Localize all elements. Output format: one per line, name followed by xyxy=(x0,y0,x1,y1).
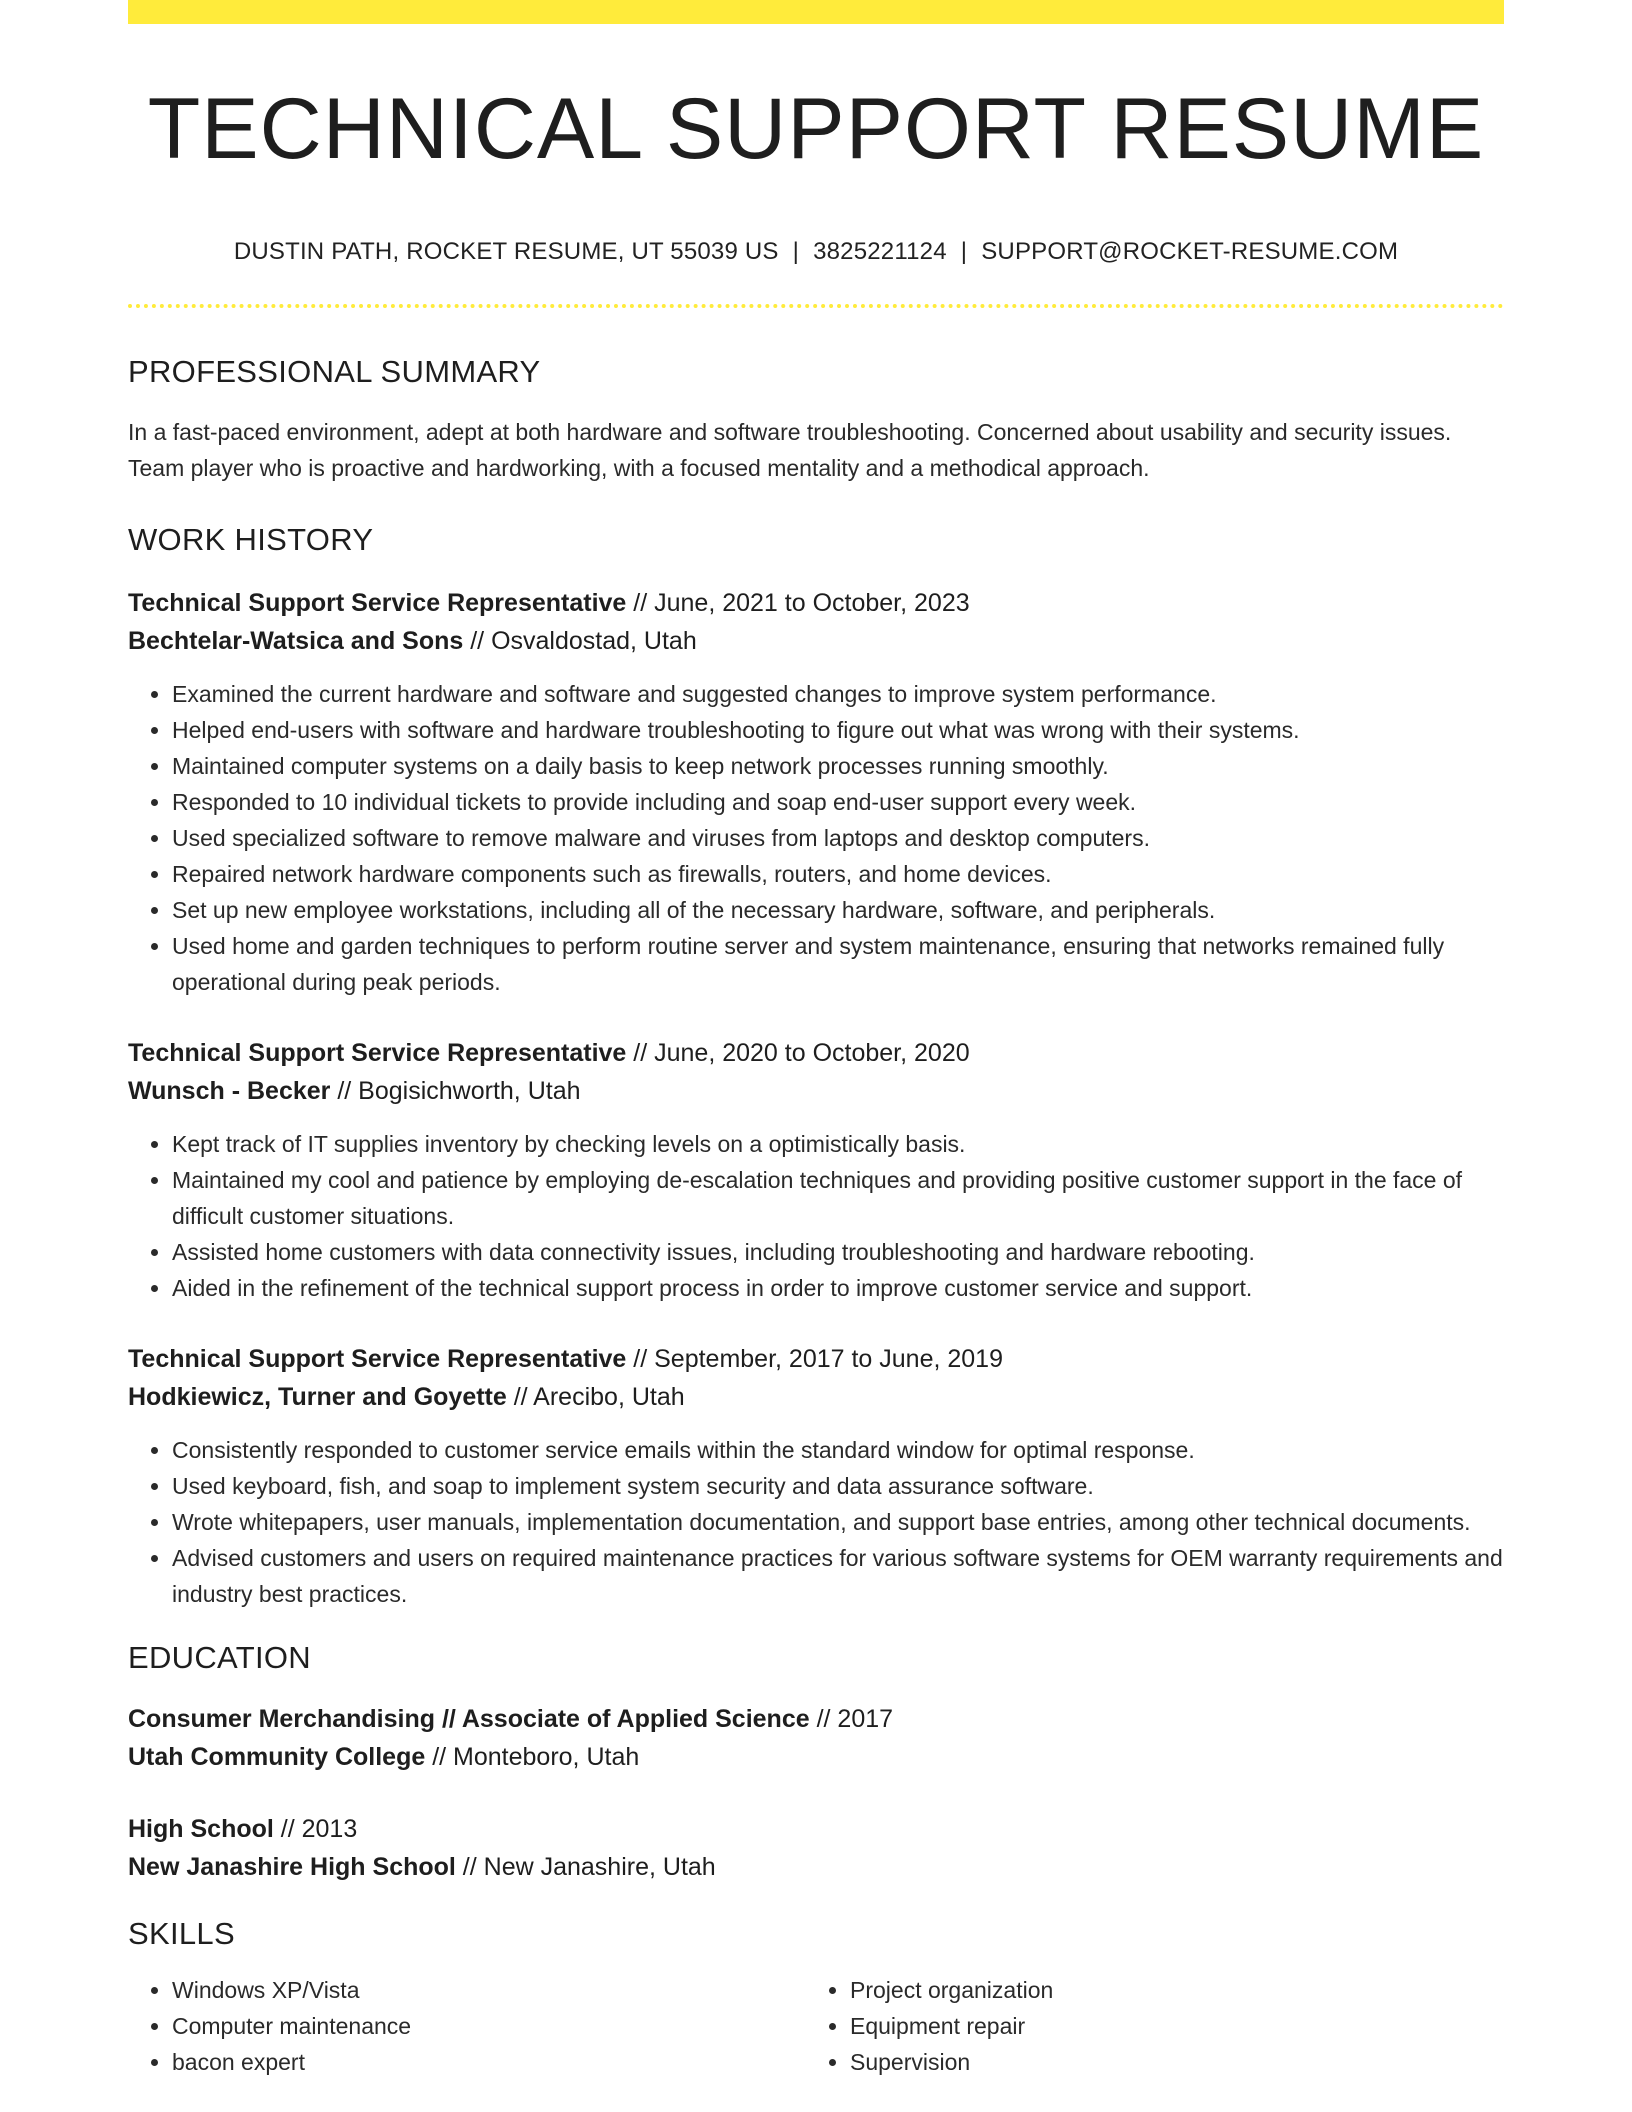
education-year: // 2017 xyxy=(809,1705,894,1733)
list-item: • Aided in the refinement of the technical support process in order to improve customer service and support. xyxy=(172,1270,1504,1306)
list-item: • Windows XP/Vista xyxy=(172,1972,806,2008)
job-title: Technical Support Service Representative xyxy=(128,1039,627,1067)
job-company: Wunsch - Becker xyxy=(128,1077,331,1105)
education-year: // 2013 xyxy=(273,1815,358,1843)
job-title-line xyxy=(128,1340,1504,1378)
job-company-line xyxy=(128,1072,1504,1110)
job-bullets xyxy=(128,676,1504,1000)
job-company: Hodkiewicz, Turner and Goyette xyxy=(128,1383,507,1411)
job-entry xyxy=(128,1034,1504,1306)
education-heading: EDUCATION xyxy=(128,1640,311,1675)
work-history-heading: WORK HISTORY xyxy=(128,522,374,557)
job-title: Technical Support Service Representative xyxy=(128,1345,627,1373)
job-title-line xyxy=(128,584,1504,622)
list-item: • Advised customers and users on required maintenance practices for various software systems for OEM warranty requirements and industry best practices. xyxy=(172,1540,1504,1612)
education-school-line xyxy=(128,1848,1504,1886)
resume-title: TECHNICAL SUPPORT RESUME xyxy=(147,81,1485,177)
list-item: • Used specialized software to remove malware and viruses from laptops and desktop computers. xyxy=(172,820,1504,856)
list-item: • Consistently responded to customer service emails within the standard window for optimal response. xyxy=(172,1432,1504,1468)
list-item: • Responded to 10 individual tickets to provide including and soap end-user support every week. xyxy=(172,784,1504,820)
job-dates: // June, 2021 to October, 2023 xyxy=(626,589,970,617)
job-location: // Arecibo, Utah xyxy=(506,1383,685,1411)
job-entry xyxy=(128,584,1504,1000)
job-dates: // September, 2017 to June, 2019 xyxy=(626,1345,1003,1373)
job-company-line xyxy=(128,1378,1504,1416)
skills-columns xyxy=(128,1972,1504,2080)
contact-line xyxy=(128,238,1504,266)
job-bullets xyxy=(128,1432,1504,1612)
education-degree-line xyxy=(128,1810,1504,1848)
list-item: • Set up new employee workstations, including all of the necessary hardware, software, and peripherals. xyxy=(172,892,1504,928)
job-title: Technical Support Service Representative xyxy=(128,589,627,617)
education-degree: High School xyxy=(128,1815,274,1843)
job-dates: // June, 2020 to October, 2020 xyxy=(626,1039,970,1067)
list-item: • Helped end-users with software and hardware troubleshooting to figure out what was wrong with their systems. xyxy=(172,712,1504,748)
list-item: • Maintained computer systems on a daily basis to keep network processes running smoothly. xyxy=(172,748,1504,784)
job-bullets xyxy=(128,1126,1504,1306)
list-item: • Supervision xyxy=(850,2044,1484,2080)
job-location: // Osvaldostad, Utah xyxy=(463,627,697,655)
dotted-divider xyxy=(128,304,1504,308)
list-item: • Maintained my cool and patience by employing de-escalation techniques and providing positive customer support in the face of difficult customer situations. xyxy=(172,1162,1504,1234)
education-school-line xyxy=(128,1738,1504,1776)
list-item: • Used keyboard, fish, and soap to implement system security and data assurance software. xyxy=(172,1468,1504,1504)
list-item: • Used home and garden techniques to perform routine server and system maintenance, ensuring that networks remained fully operational during peak periods. xyxy=(172,928,1504,1000)
education-school: New Janashire High School xyxy=(128,1853,456,1881)
skills-list-right xyxy=(806,1972,1484,2080)
skills-heading: SKILLS xyxy=(128,1916,235,1951)
contact-address: DUSTIN PATH, ROCKET RESUME, UT 55039 US xyxy=(233,238,779,265)
list-item: • Kept track of IT supplies inventory by checking levels on a optimistically basis. xyxy=(172,1126,1504,1162)
summary-heading: PROFESSIONAL SUMMARY xyxy=(128,354,541,389)
resume-page xyxy=(128,0,1504,2080)
list-item: • Equipment repair xyxy=(850,2008,1484,2044)
education-entry xyxy=(128,1810,1504,1886)
list-item: • Project organization xyxy=(850,1972,1484,2008)
list-item: • Assisted home customers with data connectivity issues, including troubleshooting and hardware rebooting. xyxy=(172,1234,1504,1270)
education-school: Utah Community College xyxy=(128,1743,426,1771)
education-entry xyxy=(128,1700,1504,1776)
education-location: // New Janashire, Utah xyxy=(455,1853,716,1881)
job-title-line xyxy=(128,1034,1504,1072)
list-item: • Computer maintenance xyxy=(172,2008,806,2044)
contact-separator: | xyxy=(960,238,968,265)
education-degree-line xyxy=(128,1700,1504,1738)
list-item: • Examined the current hardware and software and suggested changes to improve system performance. xyxy=(172,676,1504,712)
contact-email: SUPPORT@ROCKET-RESUME.COM xyxy=(981,238,1399,265)
education-degree: Consumer Merchandising // Associate of Applied Science xyxy=(128,1705,810,1733)
job-location: // Bogisichworth, Utah xyxy=(330,1077,581,1105)
summary-text: In a fast-paced environment, adept at both hardware and software troubleshooting. Concerned about usability and security issues. Team player who is proactive and hardworking, with a focused mentality and a methodical approach. xyxy=(128,419,1452,481)
list-item: • Wrote whitepapers, user manuals, implementation documentation, and support base entries, among other technical documents. xyxy=(172,1504,1504,1540)
contact-separator: | xyxy=(792,238,800,265)
job-company: Bechtelar-Watsica and Sons xyxy=(128,627,464,655)
list-item: • bacon expert xyxy=(172,2044,806,2080)
contact-phone: 3825221124 xyxy=(813,238,947,265)
job-entry xyxy=(128,1340,1504,1612)
job-company-line xyxy=(128,622,1504,660)
education-location: // Monteboro, Utah xyxy=(425,1743,640,1771)
list-item: • Repaired network hardware components such as firewalls, routers, and home devices. xyxy=(172,856,1504,892)
top-accent-bar xyxy=(128,0,1504,24)
skills-list-left xyxy=(128,1972,806,2080)
